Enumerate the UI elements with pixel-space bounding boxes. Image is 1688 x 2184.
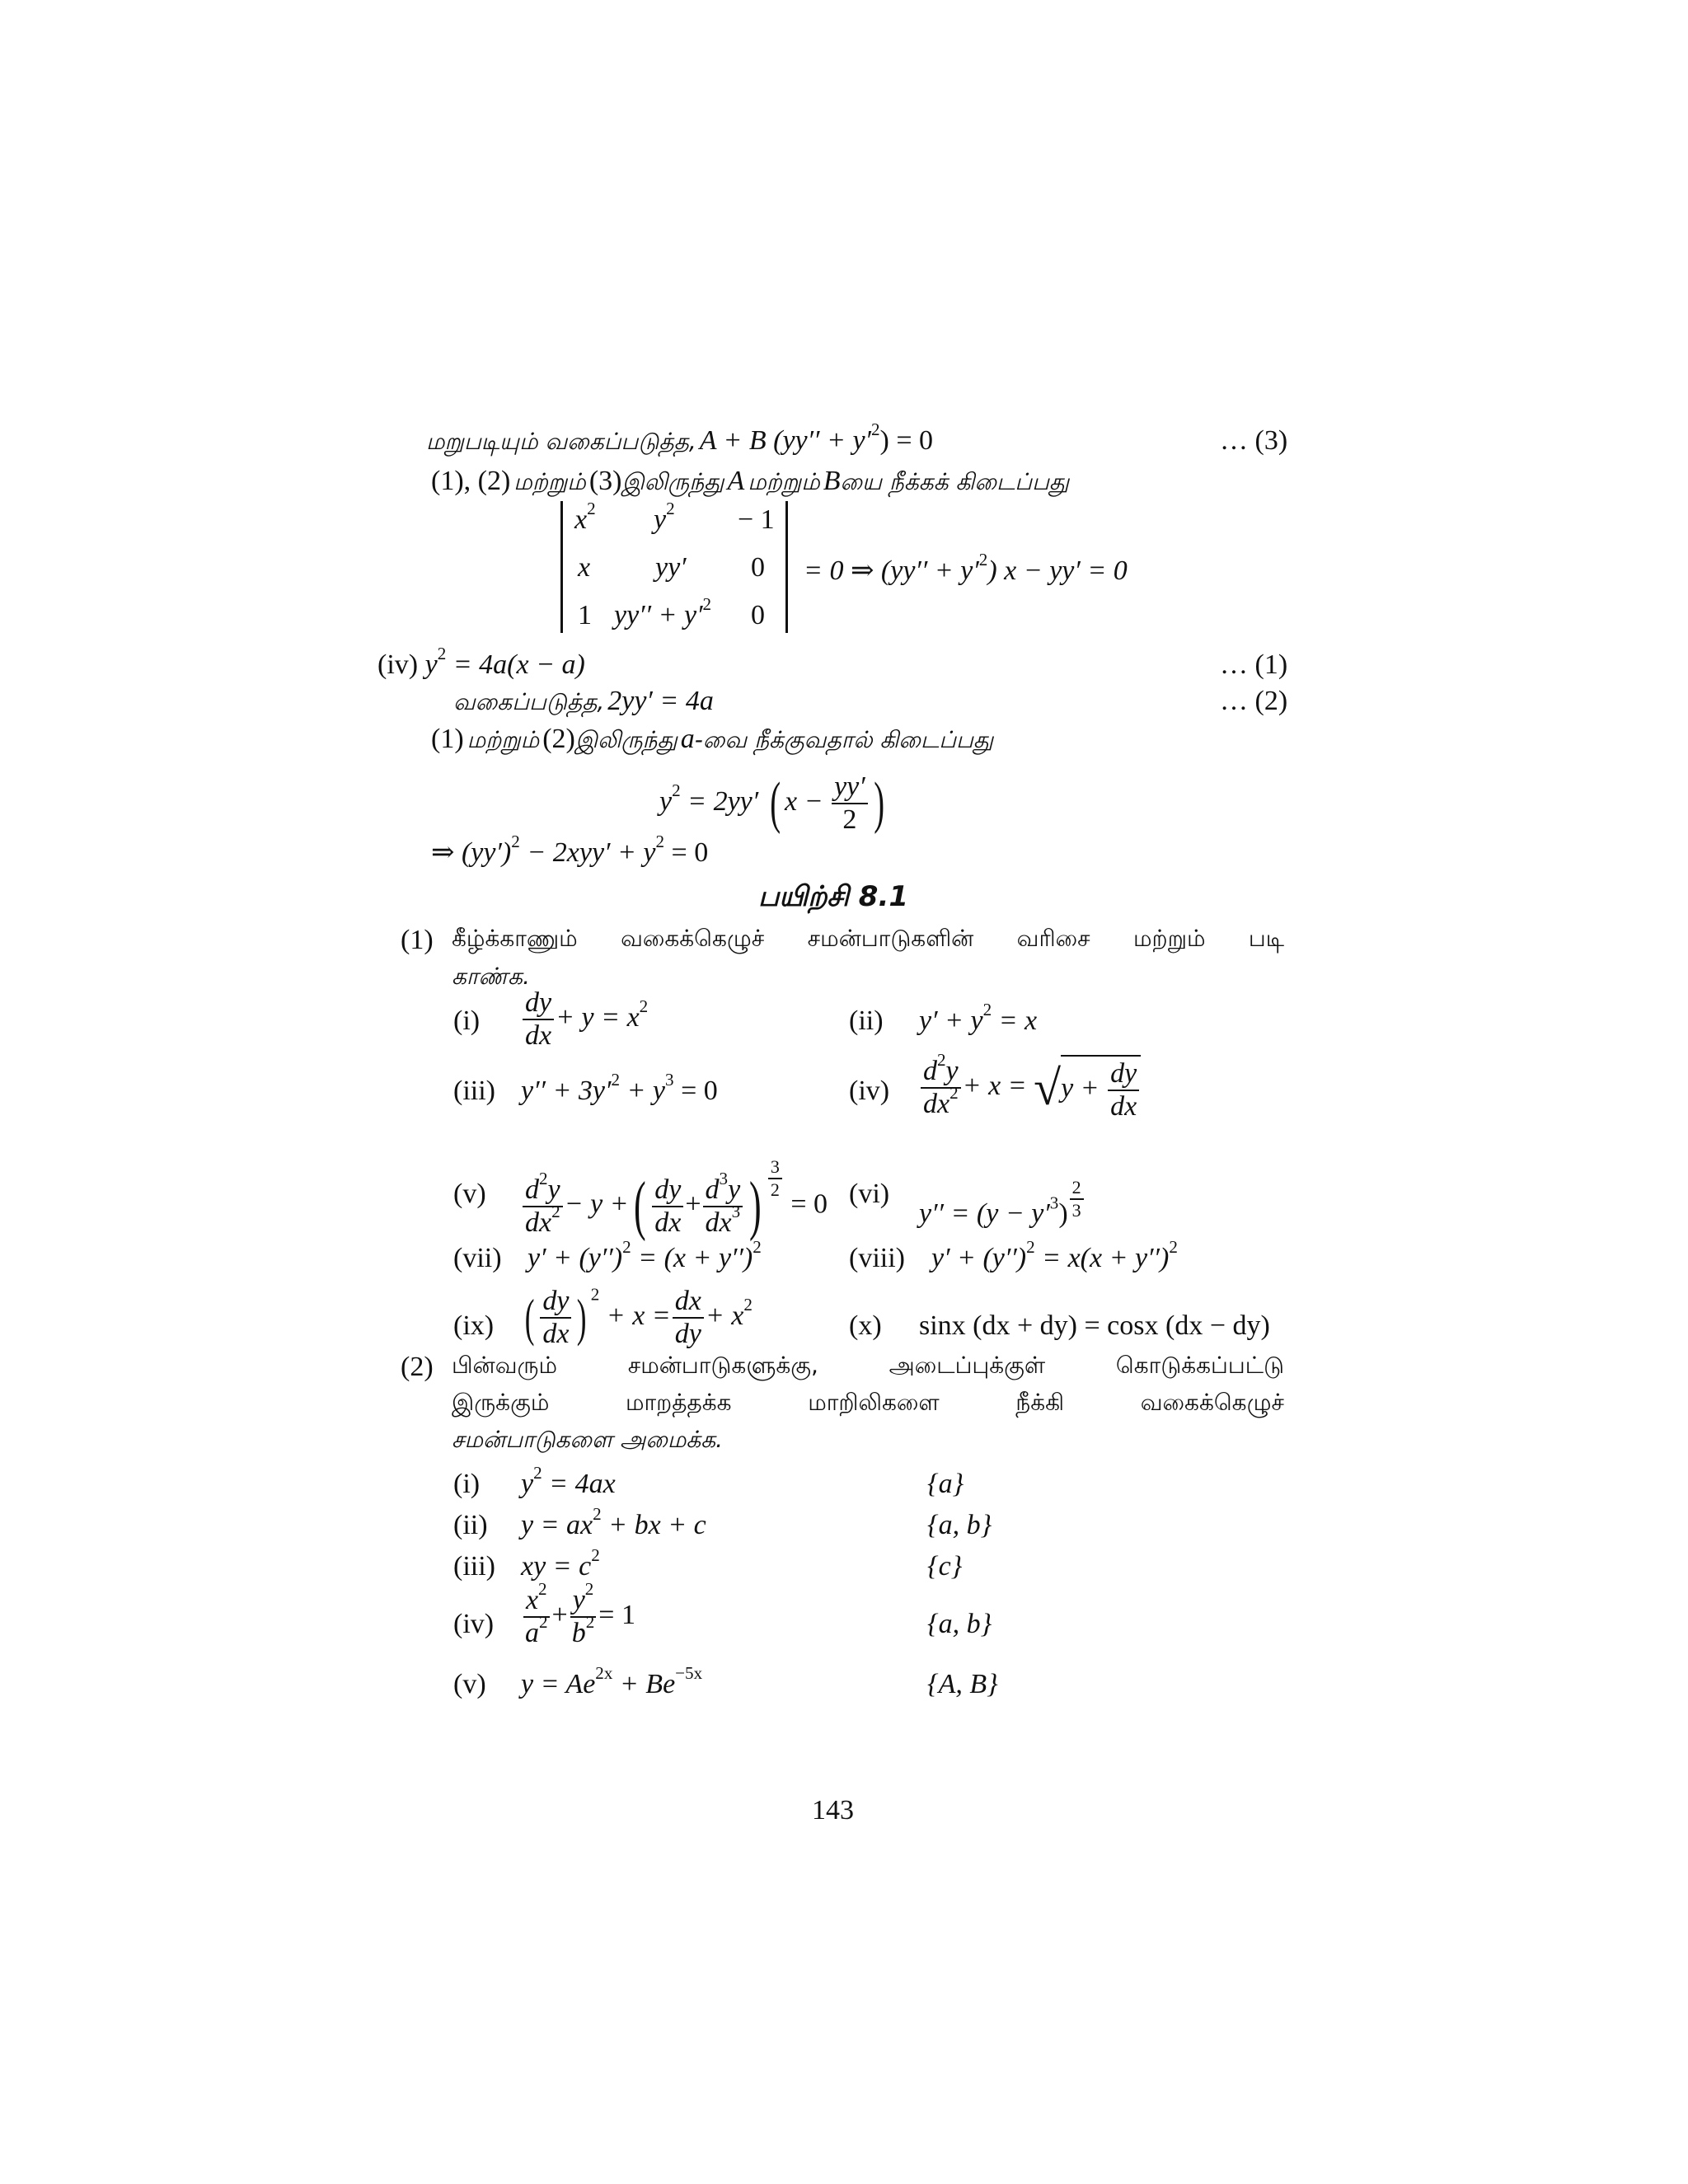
q1-item-i-eq: $\frac{dy}{dx}$ + $y = x^2$ bbox=[521, 989, 648, 1050]
determinant: $x^2$ $y^2$ − 1 x yy′ 0 1 $yy'' + y'^2$ 0 bbox=[560, 501, 788, 633]
q1-text-line1: கீழ்க்காணும் வகைக்கெழுச் சமன்பாடுகளின் வரிசை மற்றும் படி bbox=[452, 925, 1284, 952]
equation-tag-3: … (3) bbox=[1220, 425, 1288, 456]
q2-item-v-consts: {A, B} bbox=[927, 1669, 998, 1699]
q2-item-v-eq: $y = Ae^{2x} + Be^{-5x}$ bbox=[521, 1663, 703, 1699]
q1-item-viii-eq: $y' + (y'')^2 = x(x + y'')^2$ bbox=[931, 1237, 1178, 1273]
determinant-result: = 0 ⇒ $(yy'' + y'^2)$ x − yy′ = 0 bbox=[804, 550, 1128, 586]
q1-item-vi-eq: $y'' = (y - y'^3)$ $\frac{2}{3}$ bbox=[919, 1179, 1085, 1230]
q2-text-line2: இருக்கும் மாறத்தக்க மாறிலிகளை நீக்கி வகைக்கெழுச் bbox=[452, 1389, 1284, 1416]
q2-number: (2) bbox=[401, 1352, 434, 1382]
q2-item-iv-eq: $\frac{x^2}{a^2}$ + $\frac{y^2}{b^2}$ = 1 bbox=[521, 1586, 635, 1647]
q1-item-vii-label: (vii) bbox=[453, 1243, 502, 1273]
q2-item-ii-label: (ii) bbox=[453, 1510, 488, 1540]
q2-item-iii-consts: {c} bbox=[927, 1551, 963, 1582]
q2-item-i-consts: {a} bbox=[927, 1469, 964, 1499]
q1-number: (1) bbox=[401, 925, 434, 955]
q1-item-ix-eq: ( $\frac{dy}{dx}$ ) $^2$ + x = $\frac{dx}{dy}$ + $x^2$ bbox=[524, 1284, 753, 1349]
q2-item-iv-consts: {a, b} bbox=[927, 1609, 992, 1639]
q1-item-x-label: (x) bbox=[849, 1310, 882, 1341]
q1-item-v-eq: $\frac{d^2y}{dx^2}$ − y +( $\frac{dy}{dx}$ + $\frac{d^3y}{dx^3}$ ) $\frac{3}{2}$ = 0 bbox=[521, 1158, 828, 1244]
q1-item-ix-label: (ix) bbox=[453, 1310, 495, 1341]
q1-item-iii-eq: $y'' + 3y'^2 + y^3 = 0$ bbox=[521, 1070, 718, 1106]
q1-text-line2: காண்க. bbox=[452, 963, 530, 990]
part-iv-eliminate: (1) மற்றும் (2)இலிருந்து a-வை நீக்குவதால் கிடைப்பது bbox=[431, 724, 994, 754]
equation-tag-1: … (1) bbox=[1220, 649, 1288, 680]
part-iv-eq1: (iv) $y^2 = 4a(x - a)$ bbox=[377, 644, 585, 680]
q2-item-iii-label: (iii) bbox=[453, 1551, 495, 1582]
q2-item-iii-eq: xy = $c^2$ bbox=[521, 1545, 600, 1582]
q1-item-i-label: (i) bbox=[453, 1005, 481, 1036]
q1-item-iii-label: (iii) bbox=[453, 1076, 495, 1106]
q1-item-v-label: (v) bbox=[453, 1179, 486, 1209]
q2-item-ii-consts: {a, b} bbox=[927, 1510, 992, 1540]
q1-item-vii-eq: $y' + (y'')^2 = (x + y'')^2$ bbox=[528, 1237, 762, 1273]
q2-text-line1: பின்வரும் சமன்பாடுகளுக்கு, அடைப்புக்குள் கொடுக்கப்பட்டு bbox=[452, 1352, 1284, 1379]
q1-item-iv-eq: $\frac{d^2y}{dx^2}$ + x = √y + $\frac{dy}{dx}$ bbox=[919, 1055, 1141, 1121]
q2-item-i-eq: $y^2 = 4ax$ bbox=[521, 1463, 616, 1499]
page-number: 143 bbox=[812, 1795, 854, 1825]
q1-item-vi-label: (vi) bbox=[849, 1179, 890, 1209]
exercise-title: பயிற்சி 8.1 bbox=[758, 880, 909, 913]
q2-item-i-label: (i) bbox=[453, 1469, 481, 1499]
equation-tag-2: … (2) bbox=[1220, 686, 1288, 716]
q2-text-line3: சமன்பாடுகளை அமைக்க. bbox=[452, 1426, 724, 1453]
part-iv-eq2: வகைப்படுத்த, 2yy′ = 4a bbox=[453, 686, 714, 716]
q1-item-viii-label: (viii) bbox=[849, 1243, 905, 1273]
q2-item-ii-eq: $y = ax^2$ + bx + c bbox=[521, 1504, 706, 1540]
q2-item-iv-label: (iv) bbox=[453, 1609, 495, 1639]
q1-item-ii-label: (ii) bbox=[849, 1005, 884, 1036]
line-differentiate-again: மறுபடியும் வகைப்படுத்த, A + B $(yy'' + y'^2) = 0$ bbox=[426, 419, 934, 456]
part-iv-eq3: $y^2 = 2yy'$ ( x − $\frac{yy'}{2}$ ) bbox=[659, 771, 884, 835]
q2-item-v-label: (v) bbox=[453, 1669, 486, 1699]
q1-item-x-eq: sinx (dx + dy) = cosx (dx − dy) bbox=[919, 1310, 1270, 1341]
q1-item-iv-label: (iv) bbox=[849, 1076, 890, 1106]
q1-item-ii-eq: $y' + y^2 = x$ bbox=[919, 1000, 1038, 1036]
line-eliminate-a-b: (1), (2) மற்றும் (3)இலிருந்து A மற்றும் Bயை நீக்கக் கிடைப்பது bbox=[431, 466, 1070, 496]
part-iv-eq4: ⇒ $(yy')^2 - 2xyy' + y^2 = 0$ bbox=[431, 832, 709, 868]
